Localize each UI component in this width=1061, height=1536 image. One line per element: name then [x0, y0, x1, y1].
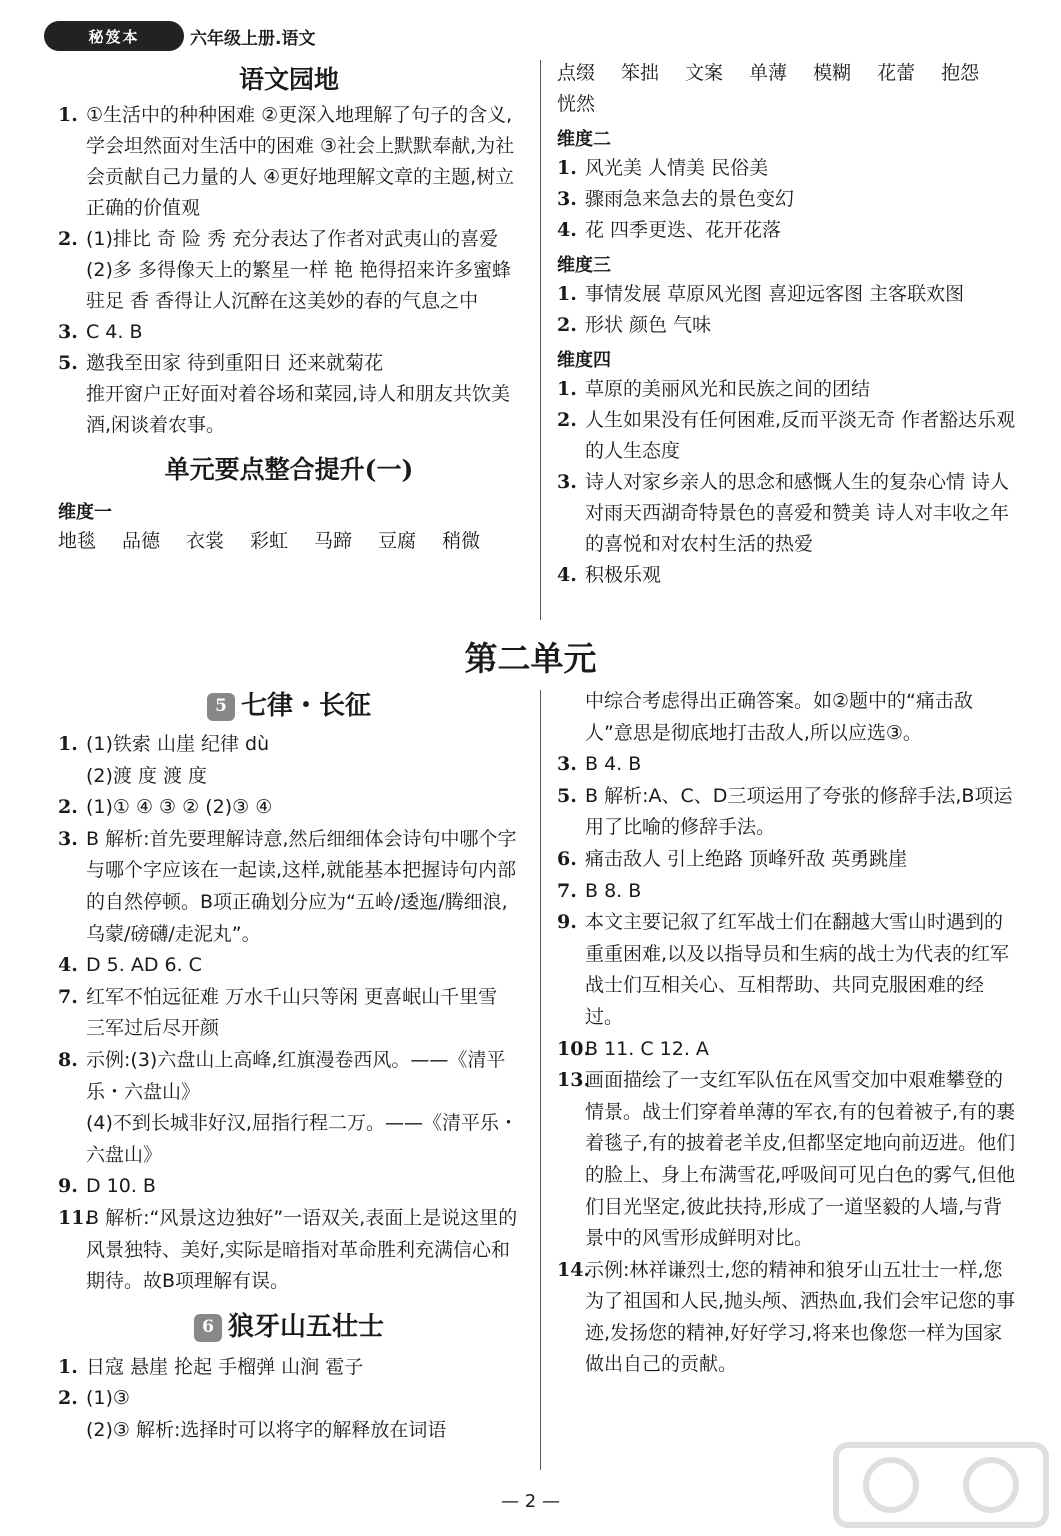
answer-number: 3. [557, 753, 577, 776]
word-list-a [557, 58, 1019, 89]
section-title-yuwen-yuandi: 语文园地 [238, 65, 339, 94]
answer-text: 邀我至田家 待到重阳日 还来就菊花 [86, 352, 384, 374]
column-divider-top [540, 60, 541, 620]
answer-item [58, 255, 520, 317]
answer-text: (1)① ④ ③ ② (2)③ ④ [86, 796, 273, 819]
answer-number: 7. [557, 879, 577, 902]
answer-number: 11. [58, 1206, 92, 1229]
answer-item [557, 310, 1019, 341]
dimension-one-label: 维度一 [58, 502, 112, 523]
lesson-6-title [58, 1304, 520, 1352]
answer-text: 中综合考虑得出正确答案。如②题中的“痛击敌人”意思是彻底地打击敌人,所以应选③。 [585, 690, 973, 744]
answer-number: 3. [58, 827, 78, 850]
answer-number: 3. [557, 471, 577, 493]
vocab-word: 马蹄 [314, 530, 353, 552]
answer-item [58, 982, 520, 1045]
answer-text: B 8. B [585, 879, 642, 902]
answer-text: 痛击敌人 引上绝路 顶峰歼敌 英勇跳崖 [585, 847, 908, 870]
answer-text: D 10. B [86, 1175, 156, 1198]
vocab-word: 点缀 [557, 62, 596, 84]
answer-text: 日寇 悬崖 抡起 手榴弹 山涧 雹子 [86, 1355, 364, 1378]
answer-item [557, 844, 1019, 876]
answer-text: 风光美 人情美 民俗美 [585, 157, 769, 179]
answer-item [58, 379, 520, 441]
answer-number: 2. [58, 796, 78, 819]
answer-item [557, 279, 1019, 310]
answer-item [557, 907, 1019, 1033]
lesson-5-answers [58, 729, 520, 1298]
answer-number: 14. [557, 1258, 591, 1281]
answer-text: 示例:林祥谦烈士,您的精神和狼牙山五壮士一样,您为了祖国和人民,抛头颅、洒热血,我们会牢记您的事迹,发扬您的精神,好好学习,将来也像您一样为国家做出自己的贡献。 [585, 1258, 1016, 1376]
answer-text: 形状 颜色 气味 [585, 314, 712, 336]
answer-number: 5. [557, 784, 577, 807]
answer-item [557, 215, 1019, 246]
answer-item [58, 729, 520, 761]
answer-text: (1)③ [86, 1387, 130, 1410]
answer-item [557, 560, 1019, 591]
answer-number: 1. [557, 157, 577, 179]
answer-item [58, 317, 520, 348]
answer-text: (1)排比 奇 险 秀 充分表达了作者对武夷山的喜爱 [86, 228, 499, 250]
answer-item [58, 1203, 520, 1298]
left-top-column [58, 60, 520, 557]
answer-text: 示例:(3)六盘山上高峰,红旗漫卷西风。——《清平乐・六盘山》 [86, 1048, 506, 1103]
answer-item [58, 1045, 520, 1108]
lesson-5-title-text: 七律・长征 [240, 691, 371, 722]
vocab-word: 文案 [685, 62, 724, 84]
answer-item [557, 405, 1019, 467]
lesson-6-answers-continued [557, 686, 1019, 1381]
answer-number: 2. [58, 1387, 78, 1410]
answer-text: B 解析:“风景这边独好”一语双关,表面上是说这里的风景独特、美好,实际是暗指对革命胜利充满信心和期待。故B项理解有误。 [86, 1206, 518, 1293]
answer-item [58, 1171, 520, 1203]
answer-item [557, 749, 1019, 781]
answer-item [557, 1065, 1019, 1255]
answer-number: 2. [557, 409, 577, 431]
answer-text: 诗人对家乡亲人的思念和感慨人生的复杂心情 诗人对雨天西湖奇特景色的喜爱和赞美 诗人对丰收之年的喜悦和对农村生活的热爱 [585, 471, 1010, 555]
answer-text: 草原的美丽风光和民族之间的团结 [585, 378, 871, 400]
answer-number: 3. [557, 188, 577, 210]
answer-item [58, 792, 520, 824]
answer-text: 画面描绘了一支红军队伍在风雪交加中艰难攀登的情景。战士们穿着单薄的军衣,有的包着被子,有的裹着毯子,有的披着老羊皮,但都坚定地向前迈进。他们的脸上、身上布满雪花,呼吸间可见白色的雾气,但他们目光坚定,彼此扶持,形成了一道坚毅的人墙,与背景中的风雪形成鲜明对比。 [585, 1069, 1016, 1250]
answer-text: B 11. C 12. A [585, 1037, 709, 1060]
left-bottom-column [58, 685, 520, 1446]
page-header [44, 16, 564, 56]
dimension-three-label: 维度三 [557, 255, 611, 276]
answer-item [58, 224, 520, 255]
answer-text: (2)渡 度 渡 度 [86, 764, 208, 787]
answer-item [557, 153, 1019, 184]
answer-number: 4. [557, 219, 577, 241]
answer-item [557, 1034, 1019, 1066]
vocab-word: 抱怨 [941, 62, 980, 84]
answer-number: 1. [58, 733, 78, 755]
word-list-b [557, 89, 1019, 120]
unit-title: 第二单元 [464, 639, 597, 678]
answer-number: 9. [557, 911, 577, 934]
answer-item [58, 348, 520, 379]
vocab-word: 稍微 [442, 530, 481, 552]
page-number: — 2 — [501, 1491, 560, 1512]
answer-number: 1. [58, 104, 78, 126]
watermark-icon [831, 1440, 1051, 1530]
vocab-word: 地毯 [58, 530, 97, 552]
answer-item [58, 950, 520, 982]
answer-item [557, 781, 1019, 844]
vocab-word: 模糊 [813, 62, 852, 84]
answer-text: D 5. AD 6. C [86, 954, 202, 977]
answer-text: ①生活中的种种困难 ②更深入地理解了句子的含义,学会坦然面对生活中的困难 ③社会上默默奉献,为社会贡献自己力量的人 ④更好地理解文章的主题,树立正确的价值观 [86, 104, 515, 219]
vocab-word: 恍然 [557, 93, 596, 115]
answer-text: (2)③ 解析:选择时可以将字的解释放在词语 [86, 1418, 447, 1441]
answer-number: 13. [557, 1069, 591, 1092]
answer-item [557, 467, 1019, 560]
dimension-four-label: 维度四 [557, 350, 611, 371]
answer-item [58, 1415, 520, 1447]
answer-number: 7. [58, 985, 78, 1008]
vocab-word: 豆腐 [378, 530, 417, 552]
vocab-word: 彩虹 [250, 530, 289, 552]
answer-text: C 4. B [86, 321, 143, 343]
answer-text: (2)多 多得像天上的繁星一样 艳 艳得招来许多蜜蜂驻足 香 香得让人沉醉在这美妙的春的气息之中 [86, 259, 512, 312]
answer-item [557, 374, 1019, 405]
answer-text: 花 四季更迭、花开花落 [585, 219, 782, 241]
answer-number: 4. [58, 954, 78, 977]
answer-number: 6. [557, 847, 577, 870]
answer-number: 1. [58, 1355, 78, 1378]
answer-number: 4. [557, 564, 577, 586]
brand-logo: 秘笈本 [44, 21, 184, 51]
right-top-column [557, 58, 1019, 591]
answer-item [557, 686, 1019, 749]
column-divider-bottom [540, 690, 541, 1470]
dimension-two-label: 维度二 [557, 129, 611, 150]
answer-number: 5. [58, 352, 78, 374]
lesson-5-title [58, 685, 520, 729]
answer-number: 1. [557, 283, 577, 305]
vocab-word: 衣裳 [186, 530, 225, 552]
answer-number: 10. [557, 1037, 591, 1060]
answer-number: 3. [58, 321, 78, 343]
answer-item [557, 876, 1019, 908]
lesson-6-title-text: 狼牙山五壮士 [227, 1311, 384, 1342]
vocab-word: 笨拙 [621, 62, 660, 84]
answer-text: 红军不怕远征难 万水千山只等闲 更喜岷山千里雪 三军过后尽开颜 [86, 985, 498, 1040]
answer-text: 事情发展 草原风光图 喜迎远客图 主客联欢图 [585, 283, 965, 305]
answer-number: 2. [58, 228, 78, 250]
answer-text: (4)不到长城非好汉,屈指行程二万。——《清平乐・六盘山》 [86, 1112, 518, 1166]
vocab-word: 花蕾 [877, 62, 916, 84]
lesson-6-badge: 6 [194, 1314, 222, 1342]
dimension-one-words [58, 526, 520, 557]
dimension-two-answers [557, 153, 1019, 246]
answer-number: 8. [58, 1048, 78, 1071]
answer-item [58, 1352, 520, 1384]
answer-number: 1. [557, 378, 577, 400]
vocab-word: 品德 [122, 530, 161, 552]
dimension-three-answers [557, 279, 1019, 341]
answer-text: B 4. B [585, 753, 642, 776]
answer-text: 骤雨急来急去的景色变幻 [585, 188, 795, 210]
answer-text: (1)铁索 山崖 纪律 dù [86, 733, 270, 755]
answer-item [58, 761, 520, 793]
answer-item [58, 100, 520, 224]
answer-item [58, 1383, 520, 1415]
answer-item [557, 184, 1019, 215]
dimension-four-answers [557, 374, 1019, 591]
answer-item [557, 1255, 1019, 1381]
answer-number: 2. [557, 314, 577, 336]
answer-text: 本文主要记叙了红军战士们在翻越大雪山时遇到的重重困难,以及以指导员和生病的战士为代表的红军战士们互相关心、互相帮助、共同克服困难的经过。 [585, 911, 1010, 1028]
yuandi-answers [58, 100, 520, 441]
lesson-5-badge: 5 [207, 693, 235, 721]
answer-text: B 解析:A、C、D三项运用了夸张的修辞手法,B项运用了比喻的修辞手法。 [585, 784, 1013, 839]
lesson-6-answers [58, 1352, 520, 1447]
section-title-unit-review: 单元要点整合提升(一) [164, 455, 414, 484]
vocab-word: 单薄 [749, 62, 788, 84]
answer-text: 人生如果没有任何困难,反而平淡无奇 作者豁达乐观的人生态度 [585, 409, 1016, 462]
answer-item [58, 824, 520, 950]
answer-text: B 解析:首先要理解诗意,然后细细体会诗句中哪个字与哪个字应该在一起读,这样,就能基本把握诗句内部的自然停顿。B项正确划分应为“五岭/逶迤/腾细浪,乌蒙/磅礴/走泥丸”。 [86, 827, 517, 945]
answer-text: 积极乐观 [585, 564, 662, 586]
answer-text: 推开窗户正好面对着谷场和菜园,诗人和朋友共饮美酒,闲谈着农事。 [86, 383, 511, 436]
answer-number: 9. [58, 1175, 78, 1198]
grade-subject: 六年级上册.语文 [190, 28, 316, 49]
answer-item [58, 1108, 520, 1171]
right-bottom-column [557, 686, 1019, 1381]
